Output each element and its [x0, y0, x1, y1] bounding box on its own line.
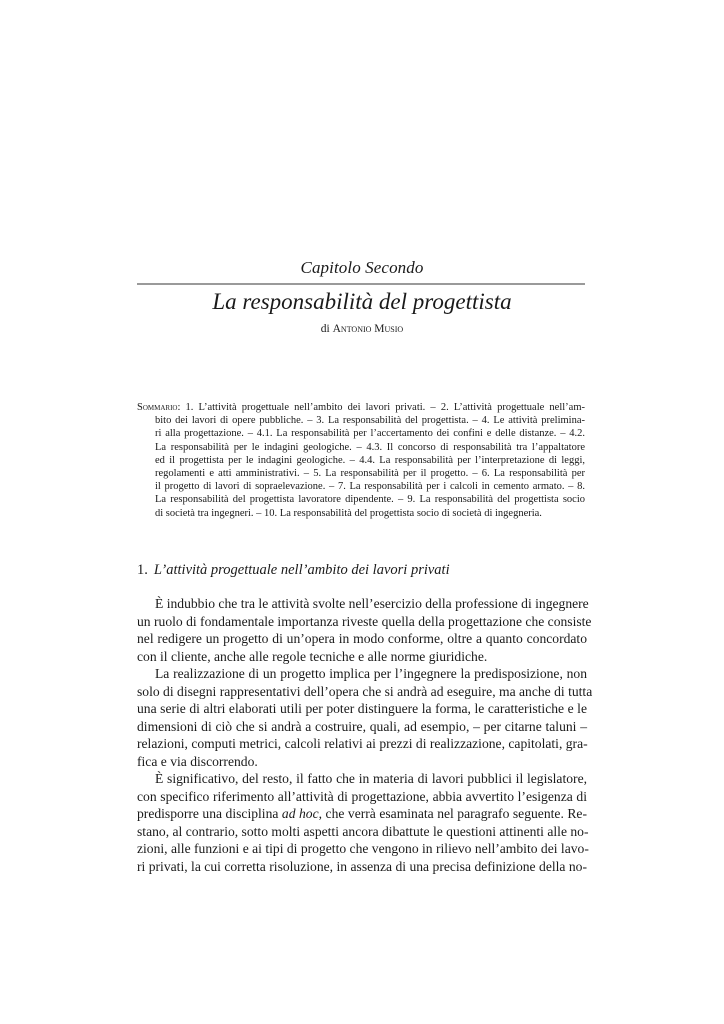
summary-line: La responsabilità per le indagini geologiche. – 4.3. Il concorso di responsabilità tra l’appaltatore [155, 441, 585, 453]
summary-line: di società tra ingegneri. – 10. La responsabilità del progettista socio di società di ingegneria. [155, 507, 542, 519]
summary-block [137, 401, 585, 520]
paragraph-line: È indubbio che tra le attività svolte nell’esercizio della professione di ingegnere [155, 596, 589, 611]
paragraph-line: con specifico riferimento all’attività di progettazione, abbia avvertito l’esigenza di [137, 788, 587, 804]
summary-line [137, 401, 585, 414]
summary-line-text: : 1. L’attività progettuale nell’ambito dei lavori privati. – 2. L’attività progettuale nell’am- [177, 402, 585, 413]
author-name: Antonio Musio [332, 323, 404, 335]
body-text [137, 595, 593, 875]
latin-term: ad hoc [281, 806, 319, 821]
paragraph-line: con il cliente, anche alle regole tecniche e alle norme giuridiche. [137, 648, 488, 664]
paragraph-line: relazioni, computi metrici, calcoli relativi ai prezzi di realizzazione, capitolati, gra- [137, 736, 588, 751]
section-number: 1. [137, 562, 148, 578]
summary-line: ri alla progettazione. – 4.1. La responsabilità per l’accertamento dei confini e delle distanze. – 4.2. [155, 428, 585, 440]
paragraph-line: ri privati, la cui corretta risoluzione, in assenza di una precisa definizione della no- [137, 858, 587, 874]
summary-line: ed il progettista per le indagini geologiche. – 4.4. La responsabilità per l’interpretazione di leggi, [155, 454, 585, 466]
paragraph-line [137, 805, 587, 823]
author-prefix: di [320, 323, 333, 335]
title-rule [137, 283, 585, 285]
paragraph-text: , che verrà esaminata nel paragrafo seguente. Re- [318, 806, 587, 821]
chapter-label: Capitolo Secondo [300, 258, 424, 277]
summary-label: Sommario [137, 402, 178, 413]
summary-line: il progetto di lavori di sopraelevazione. – 7. La responsabilità per i calcoli in cemento armato. – 8. [155, 481, 585, 493]
paragraph-line: solo di disegni rappresentativi dell’opera che si andrà ad eseguire, ma anche di tutta [137, 683, 593, 699]
paragraph-line: un ruolo di fondamentale importanza riveste quella della progettazione che consiste [137, 613, 592, 629]
summary-line: regolamenti e atti amministrativi. – 5. La responsabilità per il progetto. – 6. La responsabilità per [155, 468, 585, 480]
paragraph-line: È significativo, del resto, il fatto che in materia di lavori pubblici il legislatore, [155, 771, 587, 786]
author-line [0, 323, 724, 335]
paragraph-line: La realizzazione di un progetto implica per l’ingegnere la predisposizione, non [155, 666, 587, 681]
paragraph-line: zioni, alle funzioni e ai tipi di progetto che vengono in rilievo nell’ambito dei lavo- [137, 841, 589, 856]
paragraph-line: dimensioni di ciò che si andrà a costruire, quali, ad esempio, – per citarne taluni – [137, 718, 587, 734]
paragraph-line: stano, al contrario, sotto molti aspetti ancora dibattute le questioni attinenti alle no- [137, 823, 589, 839]
section-heading [137, 562, 585, 579]
summary-line: La responsabilità del progettista lavoratore dipendente. – 9. La responsabilità del progettista socio [155, 494, 585, 506]
paragraph-line: fica e via discorrendo. [137, 753, 258, 769]
paragraph-line: una serie di altri elaborati utili per poter distinguere la forma, le caratteristiche e le [137, 701, 587, 716]
paragraph-text: predisporre una disciplina [137, 806, 282, 821]
chapter-title: La responsabilità del progettista [212, 289, 512, 314]
paragraph-line: nel redigere un progetto di un’opera in modo conforme, oltre a quanto concordato [137, 631, 587, 646]
section-title: L’attività progettuale nell’ambito dei lavori privati [153, 562, 450, 578]
summary-line: bito dei lavori di opere pubbliche. – 3. La responsabilità del progettista. – 4. Le attività prelimina- [155, 415, 585, 427]
